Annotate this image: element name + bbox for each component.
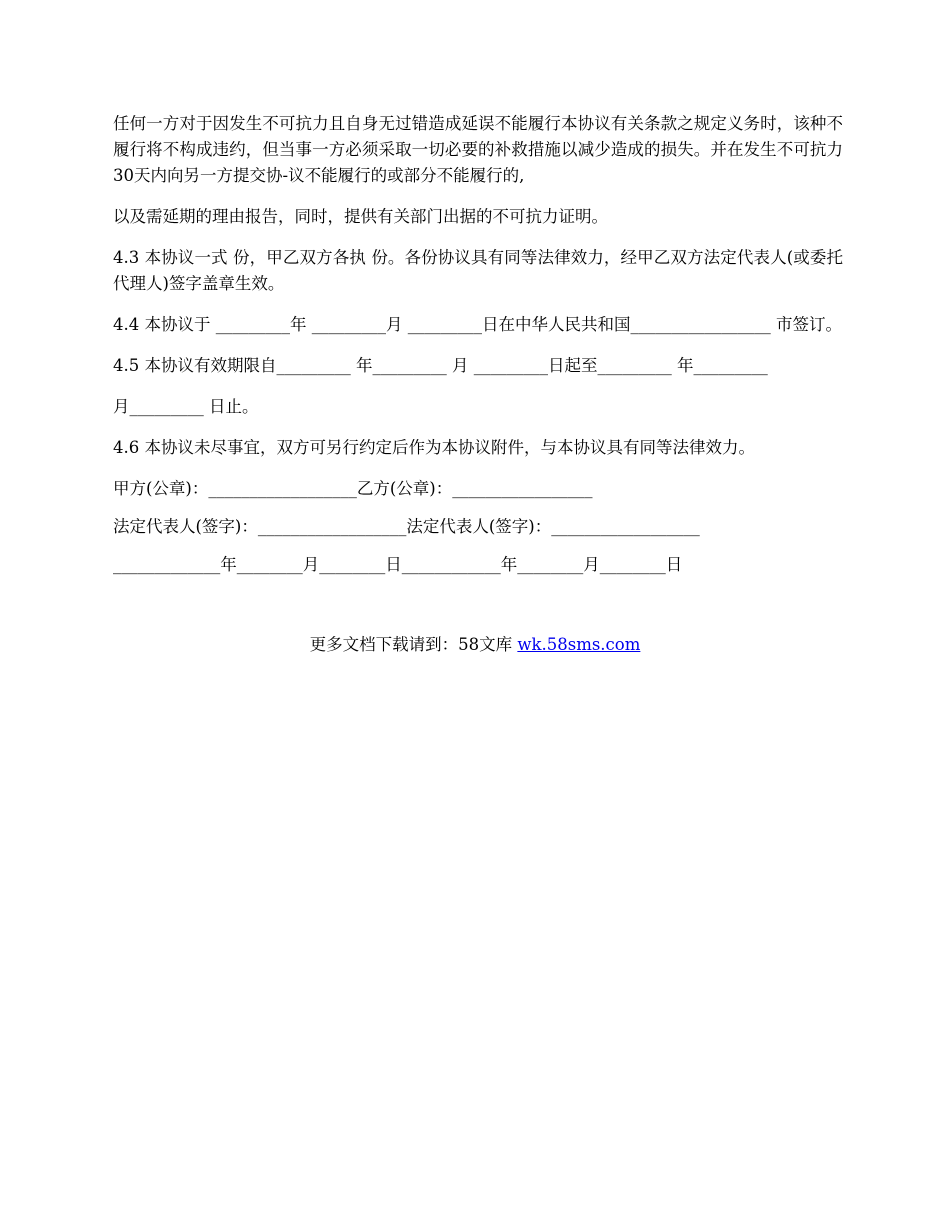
clause-4-6: 4.6 本协议未尽事宜，双方可另行约定后作为本协议附件，与本协议具有同等法律效力。 [113, 438, 755, 457]
force-majeure-paragraph: 任何一方对于因发生不可抗力且自身无过错造成延误不能履行本协议有关条款之规定义务时，该种不履行将不构成违约，但当事一方必须采取一切必要的补救措施以减少造成的损失。并在发生不可抗力30天内向另一方提交协-议不能履行的或部分不能履行的, [113, 114, 843, 185]
footer-link[interactable]: wk.58sms.com [517, 635, 641, 654]
footer [0, 632, 950, 658]
clause-4-5: 4.5 本协议有效期限自_________ 年_________ 月 _________日起至_________ 年_________ [113, 356, 768, 375]
clause-4-5-end: 月_________ 日止。 [113, 397, 259, 416]
delay-report-paragraph: 以及需延期的理由报告，同时，提供有关部门出据的不可抗力证明。 [113, 207, 608, 226]
document-body [113, 111, 843, 590]
clause-4-4: 4.4 本协议于 _________年 _________月 _________日在中华人民共和国_________________ 市签订。 [113, 315, 842, 334]
signing-date-line: _____________年________月________日____________年________月________日 [113, 555, 683, 574]
footer-text: 更多文档下载请到：58文库 [309, 635, 513, 654]
legal-representative-line: 法定代表人(签字)：__________________法定代表人(签字)：__________________ [113, 517, 700, 536]
clause-4-3: 4.3 本协议一式 份，甲乙双方各执 份。各份协议具有同等法律效力，经甲乙双方法定代表人(或委托代理人)签字盖章生效。 [113, 248, 843, 293]
party-seal-line: 甲方(公章)：__________________乙方(公章)：_________________ [113, 479, 593, 498]
